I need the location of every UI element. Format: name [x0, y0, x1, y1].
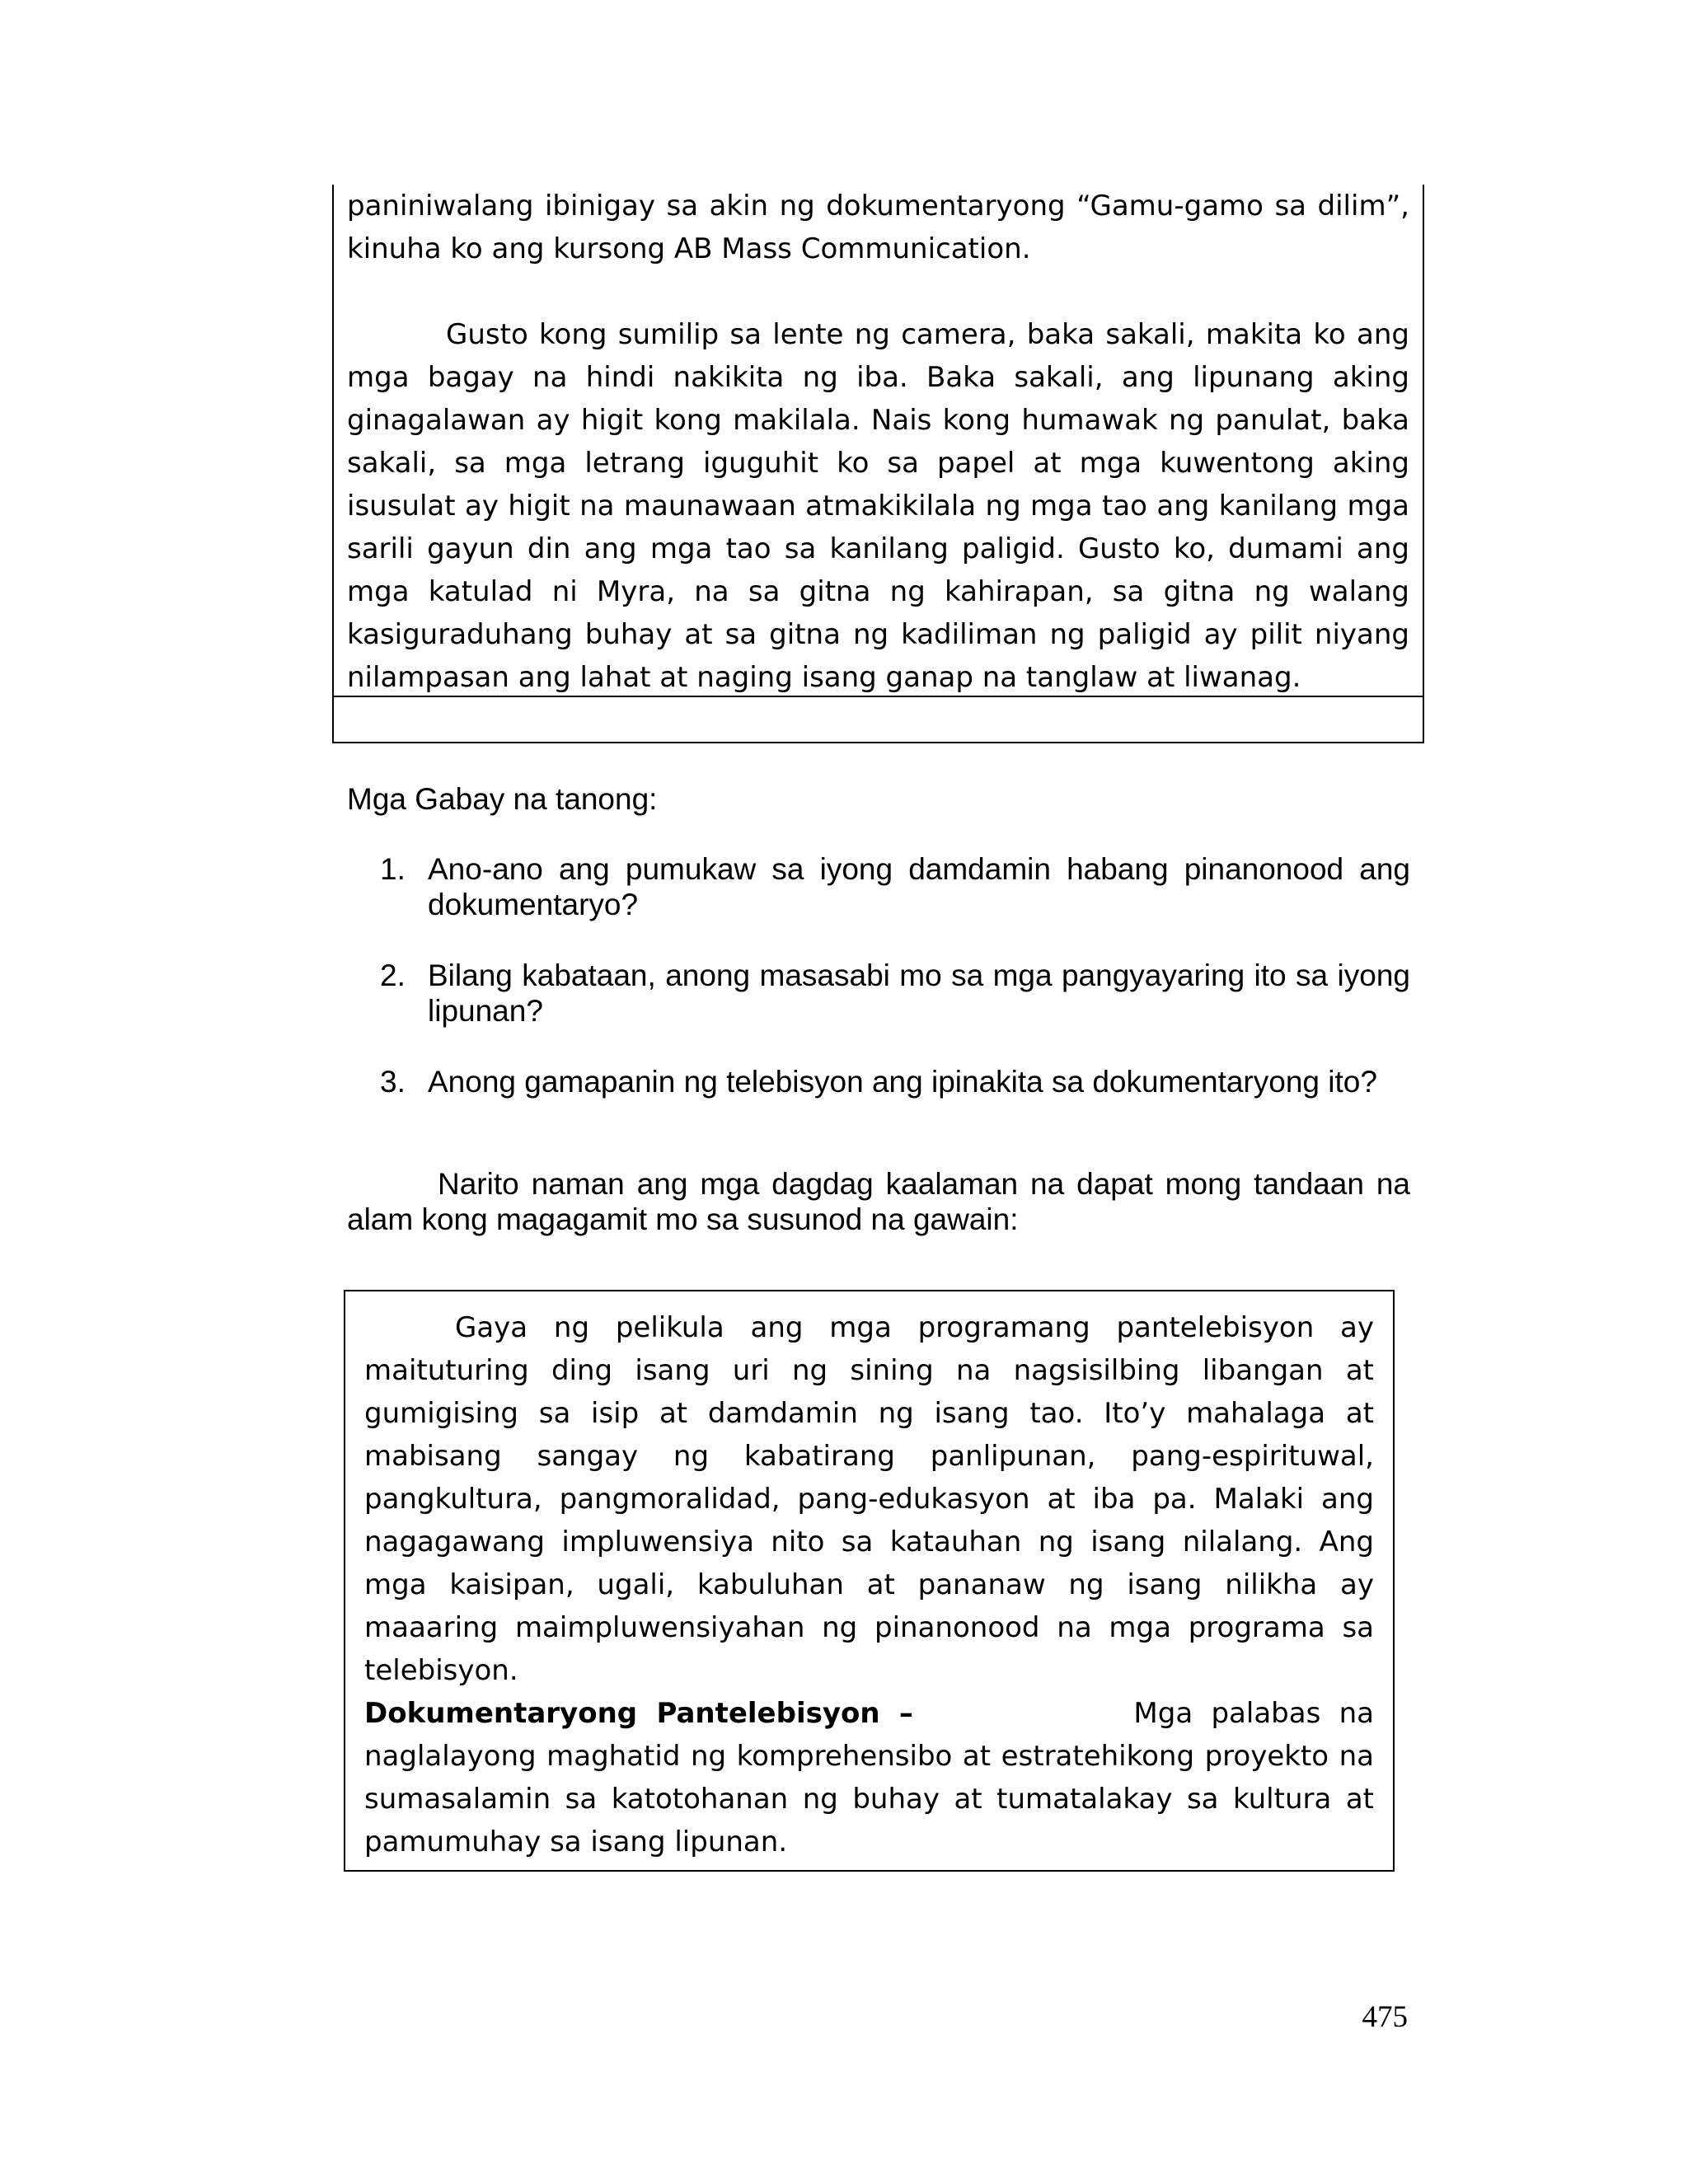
definition-term: Dokumentaryong Pantelebisyon – — [364, 1697, 913, 1730]
question-item — [347, 1064, 1410, 1099]
definition-text: Mga palabas na naglalayong maghatid ng komprehensibo at estratehikong proyekto na sumasalamin sa katotohanan ng buhay at tumatalakay sa kultura at pamumuhay sa isang lipunan. — [364, 1697, 1374, 1858]
reflection-box — [332, 185, 1424, 743]
reflection-paragraph-2: Gusto kong sumilip sa lente ng camera, baka sakali, makita ko ang mga bagay na hindi nakikita ng iba. Baka sakali, ang lipunang aking ginagalawan ay higit kong makilala. Nais kong humawak ng panulat, baka sakali, sa mga letrang iguguhit ko sa papel at mga kuwentong aking isusulat ay higit na maunawaan atmakikilala ng mga tao ang kanilang mga sarili gayun din ang mga tao sa kanilang paligid. Gusto ko, dumami ang mga katulad ni Myra, na sa gitna ng kahirapan, sa gitna ng walang kasiguraduhang buhay at sa gitna ng kadiliman ng paligid ay pilit niyang nilampasan ang lahat at naging isang ganap na tanglaw at liwanag. — [347, 318, 1409, 694]
reflection-text — [347, 185, 1409, 699]
guide-questions-title: Mga Gabay na tanong: — [347, 782, 658, 816]
page-number: 475 — [1362, 2000, 1408, 2034]
definition-paragraph — [364, 1692, 1374, 1863]
question-number: 3. — [380, 1065, 406, 1099]
information-paragraph: Gaya ng pelikula ang mga programang pantelebisyon ay maituturing ding isang uri ng sining na nagsisilbing libangan at gumigising sa isip at damdamin ng isang tao. Ito’y mahalaga at mabisang sangay ng kabatirang panlipunan, pang-espirituwal, pangkultura, pangmoralidad, pang-edukasyon at iba pa. Malaki ang nagagawang impluwensiya nito sa katauhan ng isang nilalang. Ang mga kaisipan, ugali, kabuluhan at pananaw ng isang nilikha ay maaaring maimpluwensiyahan ng pinanonood na mga programa sa telebisyon. — [364, 1311, 1374, 1687]
reflection-paragraph-1: paniniwalang ibinigay sa akin ng dokumentaryong “Gamu-gamo sa dilim”, kinuha ko ang kursong AB Mass Communication. — [347, 190, 1409, 265]
box-divider — [334, 696, 1423, 697]
information-box — [344, 1290, 1395, 1872]
question-text: Bilang kabataan, anong masasabi mo sa mga pangyayaring ito sa iyong lipunan? — [428, 958, 1410, 1028]
question-item — [347, 958, 1410, 1029]
question-text: Ano-ano ang pumukaw sa iyong damdamin habang pinanonood ang dokumentaryo? — [428, 852, 1410, 921]
information-text — [364, 1306, 1374, 1863]
question-number: 2. — [380, 958, 406, 992]
question-number: 1. — [380, 852, 406, 886]
intro-paragraph: Narito naman ang mga dagdag kaalaman na dapat mong tandaan na alam kong magagamit mo sa susunod na gawain: — [347, 1167, 1410, 1236]
question-item — [347, 851, 1410, 922]
guide-questions-list — [347, 851, 1410, 1135]
question-text: Anong gamapanin ng telebisyon ang ipinakita sa dokumentaryong ito? — [428, 1065, 1377, 1099]
